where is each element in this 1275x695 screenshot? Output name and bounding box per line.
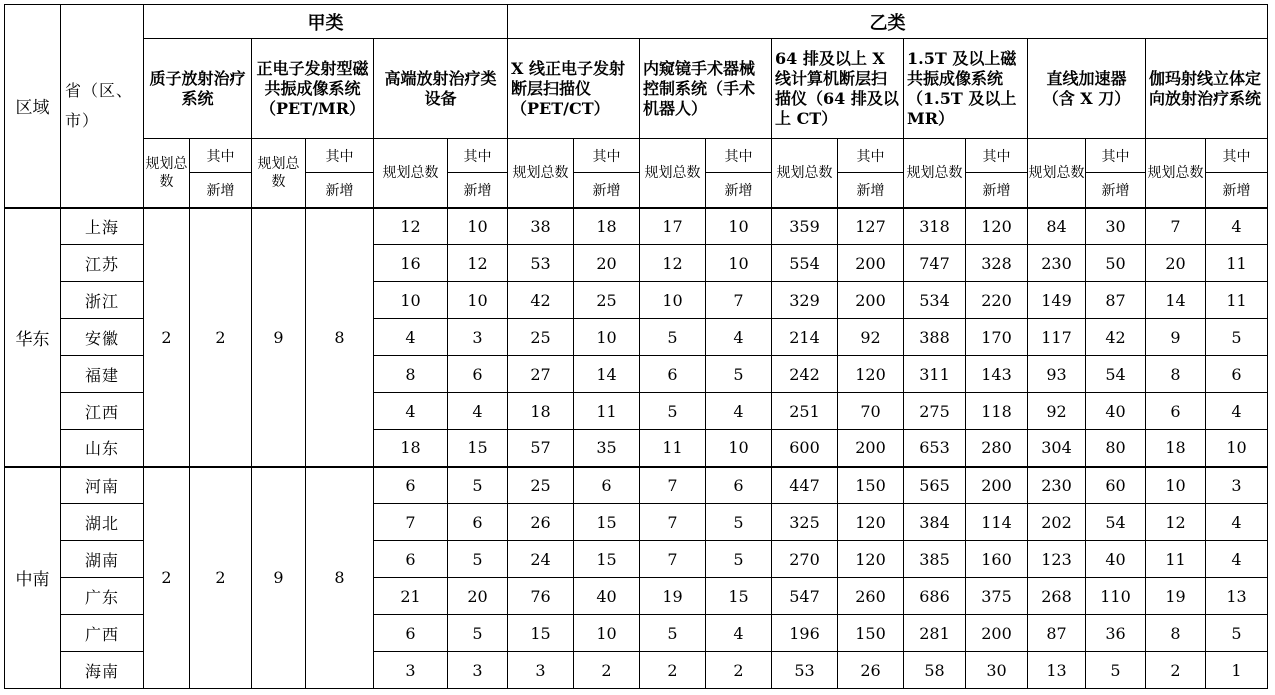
value-cell: 4 (1206, 541, 1268, 578)
value-cell: 328 (966, 245, 1028, 282)
value-cell: 27 (508, 356, 574, 393)
value-cell: 600 (772, 430, 838, 467)
group-a-value-cell: 9 (252, 208, 306, 467)
group-b-header: 乙类 (508, 5, 1268, 39)
table-row (5, 467, 1268, 504)
value-cell: 150 (838, 467, 904, 504)
value-cell: 10 (706, 430, 772, 467)
value-cell: 11 (1206, 282, 1268, 319)
value-cell: 87 (1028, 615, 1086, 652)
value-cell: 13 (1206, 578, 1268, 615)
value-cell: 6 (640, 356, 706, 393)
value-cell: 653 (904, 430, 966, 467)
value-cell: 76 (508, 578, 574, 615)
value-cell: 375 (966, 578, 1028, 615)
value-cell: 30 (966, 652, 1028, 689)
value-cell: 13 (1028, 652, 1086, 689)
value-cell: 4 (706, 615, 772, 652)
group-a-value-cell: 2 (190, 208, 252, 467)
province-cell: 广东 (61, 578, 144, 615)
sub-new-header: 新增 (966, 173, 1028, 208)
value-cell: 4 (374, 393, 448, 430)
value-cell: 5 (1206, 615, 1268, 652)
value-cell: 7 (640, 467, 706, 504)
province-cell: 广西 (61, 615, 144, 652)
value-cell: 15 (574, 541, 640, 578)
value-cell: 4 (1206, 393, 1268, 430)
category-surgical-robot: 内窥镜手术器械控制系统（手术机器人） (640, 39, 772, 139)
table-row (5, 208, 1268, 245)
value-cell: 196 (772, 615, 838, 652)
sub-of-header: 其中 (1086, 139, 1146, 173)
value-cell: 200 (838, 430, 904, 467)
value-cell: 230 (1028, 467, 1086, 504)
value-cell: 359 (772, 208, 838, 245)
province-header-label: 省（区、市） (65, 80, 134, 130)
value-cell: 10 (574, 319, 640, 356)
value-cell: 15 (448, 430, 508, 467)
value-cell: 534 (904, 282, 966, 319)
value-cell: 14 (1146, 282, 1206, 319)
value-cell: 5 (448, 541, 508, 578)
value-cell: 24 (508, 541, 574, 578)
value-cell: 25 (508, 319, 574, 356)
value-cell: 18 (574, 208, 640, 245)
value-cell: 36 (1086, 615, 1146, 652)
category-pet-mr: 正电子发射型磁共振成像系统（PET/MR） (252, 39, 374, 139)
group-a-header: 甲类 (144, 5, 508, 39)
value-cell: 5 (640, 319, 706, 356)
value-cell: 80 (1086, 430, 1146, 467)
value-cell: 120 (966, 208, 1028, 245)
value-cell: 149 (1028, 282, 1086, 319)
value-cell: 388 (904, 319, 966, 356)
province-cell: 海南 (61, 652, 144, 689)
category-ct-64: 64 排及以上 X 线计算机断层扫描仪（64 排及以上 CT） (772, 39, 904, 139)
category-mr-15t: 1.5T 及以上磁共振成像系统（1.5T 及以上 MR） (904, 39, 1028, 139)
value-cell: 160 (966, 541, 1028, 578)
value-cell: 53 (508, 245, 574, 282)
value-cell: 11 (574, 393, 640, 430)
value-cell: 15 (508, 615, 574, 652)
value-cell: 92 (838, 319, 904, 356)
value-cell: 5 (640, 615, 706, 652)
value-cell: 93 (1028, 356, 1086, 393)
value-cell: 554 (772, 245, 838, 282)
value-cell: 251 (772, 393, 838, 430)
value-cell: 242 (772, 356, 838, 393)
value-cell: 114 (966, 504, 1028, 541)
value-cell: 4 (374, 319, 448, 356)
value-cell: 3 (448, 652, 508, 689)
value-cell: 268 (1028, 578, 1086, 615)
value-cell: 19 (1146, 578, 1206, 615)
sub-total-header: 规划总数 (1028, 139, 1086, 208)
value-cell: 9 (1146, 319, 1206, 356)
sub-total-header: 规划总数 (1146, 139, 1206, 208)
value-cell: 4 (448, 393, 508, 430)
category-proton: 质子放射治疗系统 (144, 39, 252, 139)
value-cell: 10 (706, 245, 772, 282)
value-cell: 6 (374, 615, 448, 652)
value-cell: 42 (508, 282, 574, 319)
value-cell: 7 (374, 504, 448, 541)
sub-new-header: 新增 (448, 173, 508, 208)
value-cell: 4 (706, 393, 772, 430)
value-cell: 5 (1206, 319, 1268, 356)
value-cell: 260 (838, 578, 904, 615)
province-cell: 安徽 (61, 319, 144, 356)
value-cell: 6 (1206, 356, 1268, 393)
value-cell: 747 (904, 245, 966, 282)
value-cell: 214 (772, 319, 838, 356)
region-cell: 华东 (5, 208, 61, 467)
value-cell: 60 (1086, 467, 1146, 504)
value-cell: 38 (508, 208, 574, 245)
sub-new-header: 新增 (306, 173, 374, 208)
value-cell: 311 (904, 356, 966, 393)
sub-of-header: 其中 (306, 139, 374, 173)
value-cell: 123 (1028, 541, 1086, 578)
value-cell: 10 (640, 282, 706, 319)
value-cell: 11 (1206, 245, 1268, 282)
value-cell: 12 (1146, 504, 1206, 541)
value-cell: 10 (448, 282, 508, 319)
value-cell: 230 (1028, 245, 1086, 282)
value-cell: 3 (374, 652, 448, 689)
value-cell: 2 (574, 652, 640, 689)
region-cell: 中南 (5, 467, 61, 689)
value-cell: 12 (640, 245, 706, 282)
sub-total-header: 规划总数 (252, 139, 306, 208)
sub-of-header: 其中 (1206, 139, 1268, 173)
value-cell: 2 (640, 652, 706, 689)
value-cell: 3 (1206, 467, 1268, 504)
province-cell: 浙江 (61, 282, 144, 319)
value-cell: 170 (966, 319, 1028, 356)
value-cell: 6 (706, 467, 772, 504)
sub-of-header: 其中 (838, 139, 904, 173)
value-cell: 20 (448, 578, 508, 615)
province-cell: 福建 (61, 356, 144, 393)
value-cell: 565 (904, 467, 966, 504)
value-cell: 11 (1146, 541, 1206, 578)
sub-new-header: 新增 (1206, 173, 1268, 208)
value-cell: 4 (706, 319, 772, 356)
sub-of-header: 其中 (966, 139, 1028, 173)
value-cell: 270 (772, 541, 838, 578)
value-cell: 10 (1146, 467, 1206, 504)
value-cell: 26 (508, 504, 574, 541)
value-cell: 11 (640, 430, 706, 467)
value-cell: 10 (374, 282, 448, 319)
value-cell: 4 (1206, 208, 1268, 245)
value-cell: 12 (448, 245, 508, 282)
value-cell: 110 (1086, 578, 1146, 615)
category-gamma-knife: 伽玛射线立体定向放射治疗系统 (1146, 39, 1268, 139)
province-cell: 山东 (61, 430, 144, 467)
sub-of-header: 其中 (574, 139, 640, 173)
value-cell: 447 (772, 467, 838, 504)
value-cell: 200 (838, 245, 904, 282)
value-cell: 329 (772, 282, 838, 319)
value-cell: 6 (374, 467, 448, 504)
value-cell: 3 (508, 652, 574, 689)
value-cell: 20 (1146, 245, 1206, 282)
value-cell: 7 (640, 541, 706, 578)
value-cell: 10 (448, 208, 508, 245)
value-cell: 120 (838, 541, 904, 578)
value-cell: 6 (374, 541, 448, 578)
group-a-value-cell: 2 (144, 208, 190, 467)
value-cell: 384 (904, 504, 966, 541)
sub-new-header: 新增 (190, 173, 252, 208)
province-cell: 湖北 (61, 504, 144, 541)
province-cell: 江西 (61, 393, 144, 430)
value-cell: 5 (448, 615, 508, 652)
value-cell: 5 (448, 467, 508, 504)
value-cell: 15 (706, 578, 772, 615)
value-cell: 6 (1146, 393, 1206, 430)
sub-total-header: 规划总数 (508, 139, 574, 208)
value-cell: 19 (640, 578, 706, 615)
value-cell: 117 (1028, 319, 1086, 356)
province-cell: 上海 (61, 208, 144, 245)
sub-total-header: 规划总数 (144, 139, 190, 208)
value-cell: 40 (1086, 541, 1146, 578)
value-cell: 1 (1206, 652, 1268, 689)
category-high-end-radiotherapy: 高端放射治疗类设备 (374, 39, 508, 139)
table-body (5, 208, 1268, 689)
value-cell: 25 (508, 467, 574, 504)
value-cell: 7 (1146, 208, 1206, 245)
value-cell: 2 (706, 652, 772, 689)
value-cell: 18 (374, 430, 448, 467)
value-cell: 8 (1146, 615, 1206, 652)
sub-total-header: 规划总数 (640, 139, 706, 208)
value-cell: 30 (1086, 208, 1146, 245)
value-cell: 280 (966, 430, 1028, 467)
value-cell: 17 (640, 208, 706, 245)
value-cell: 10 (1206, 430, 1268, 467)
province-header (61, 5, 144, 208)
value-cell: 220 (966, 282, 1028, 319)
province-cell: 湖南 (61, 541, 144, 578)
value-cell: 5 (706, 356, 772, 393)
value-cell: 16 (374, 245, 448, 282)
value-cell: 325 (772, 504, 838, 541)
value-cell: 120 (838, 356, 904, 393)
value-cell: 50 (1086, 245, 1146, 282)
value-cell: 202 (1028, 504, 1086, 541)
value-cell: 84 (1028, 208, 1086, 245)
value-cell: 304 (1028, 430, 1086, 467)
value-cell: 686 (904, 578, 966, 615)
value-cell: 26 (838, 652, 904, 689)
value-cell: 15 (574, 504, 640, 541)
value-cell: 8 (374, 356, 448, 393)
value-cell: 92 (1028, 393, 1086, 430)
sub-of-header: 其中 (706, 139, 772, 173)
sub-total-header: 规划总数 (772, 139, 838, 208)
value-cell: 70 (838, 393, 904, 430)
value-cell: 7 (706, 282, 772, 319)
group-a-value-cell: 2 (190, 467, 252, 689)
group-a-value-cell: 8 (306, 467, 374, 689)
value-cell: 58 (904, 652, 966, 689)
value-cell: 200 (966, 615, 1028, 652)
value-cell: 150 (838, 615, 904, 652)
value-cell: 118 (966, 393, 1028, 430)
value-cell: 25 (574, 282, 640, 319)
value-cell: 18 (1146, 430, 1206, 467)
sub-new-header: 新增 (574, 173, 640, 208)
sub-new-header: 新增 (838, 173, 904, 208)
value-cell: 6 (448, 504, 508, 541)
value-cell: 21 (374, 578, 448, 615)
value-cell: 385 (904, 541, 966, 578)
region-header: 区域 (5, 5, 61, 208)
value-cell: 5 (1086, 652, 1146, 689)
value-cell: 6 (448, 356, 508, 393)
value-cell: 40 (574, 578, 640, 615)
sub-new-header: 新增 (706, 173, 772, 208)
value-cell: 8 (1146, 356, 1206, 393)
value-cell: 42 (1086, 319, 1146, 356)
value-cell: 5 (706, 504, 772, 541)
sub-total-header: 规划总数 (904, 139, 966, 208)
value-cell: 127 (838, 208, 904, 245)
value-cell: 200 (966, 467, 1028, 504)
province-cell: 江苏 (61, 245, 144, 282)
value-cell: 87 (1086, 282, 1146, 319)
value-cell: 53 (772, 652, 838, 689)
value-cell: 5 (706, 541, 772, 578)
value-cell: 35 (574, 430, 640, 467)
value-cell: 57 (508, 430, 574, 467)
category-linac: 直线加速器（含 X 刀） (1028, 39, 1146, 139)
value-cell: 143 (966, 356, 1028, 393)
value-cell: 3 (448, 319, 508, 356)
value-cell: 200 (838, 282, 904, 319)
value-cell: 20 (574, 245, 640, 282)
value-cell: 318 (904, 208, 966, 245)
value-cell: 5 (640, 393, 706, 430)
value-cell: 10 (706, 208, 772, 245)
value-cell: 54 (1086, 356, 1146, 393)
value-cell: 4 (1206, 504, 1268, 541)
value-cell: 6 (574, 467, 640, 504)
value-cell: 14 (574, 356, 640, 393)
value-cell: 7 (640, 504, 706, 541)
value-cell: 10 (574, 615, 640, 652)
value-cell: 2 (1146, 652, 1206, 689)
value-cell: 120 (838, 504, 904, 541)
value-cell: 18 (508, 393, 574, 430)
value-cell: 275 (904, 393, 966, 430)
province-cell: 河南 (61, 467, 144, 504)
value-cell: 547 (772, 578, 838, 615)
value-cell: 281 (904, 615, 966, 652)
group-a-value-cell: 2 (144, 467, 190, 689)
value-cell: 54 (1086, 504, 1146, 541)
value-cell: 40 (1086, 393, 1146, 430)
sub-total-header: 规划总数 (374, 139, 448, 208)
group-a-value-cell: 9 (252, 467, 306, 689)
group-a-value-cell: 8 (306, 208, 374, 467)
sub-of-header: 其中 (448, 139, 508, 173)
value-cell: 12 (374, 208, 448, 245)
sub-of-header: 其中 (190, 139, 252, 173)
category-pet-ct: X 线正电子发射断层扫描仪（PET/CT） (508, 39, 640, 139)
sub-new-header: 新增 (1086, 173, 1146, 208)
equipment-plan-table (4, 4, 1268, 689)
